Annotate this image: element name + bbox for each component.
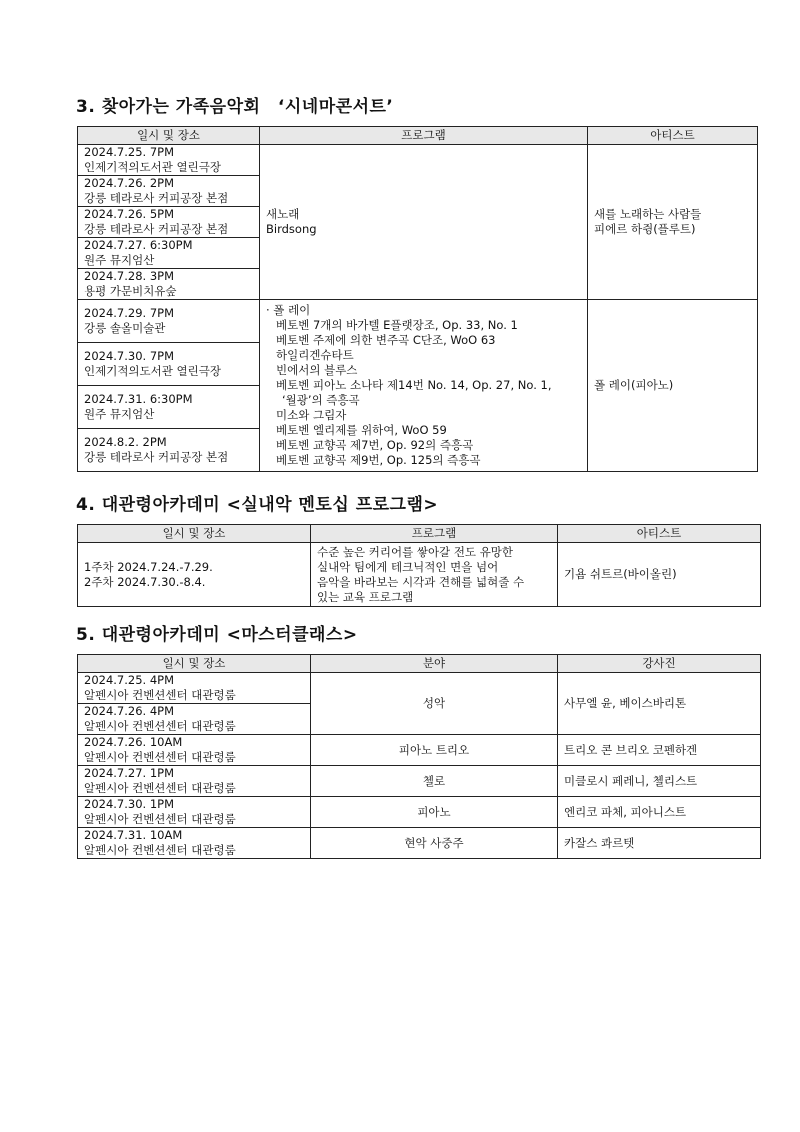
- header-date-place: 일시 및 장소: [78, 655, 311, 673]
- header-field: 분야: [311, 655, 558, 673]
- table-row: [78, 145, 758, 176]
- table-row: [78, 735, 761, 766]
- date-place-cell: 2024.7.25. 4PM 알펜시아 컨벤션센터 대관령룸: [78, 673, 311, 704]
- masterclass-table: [77, 654, 761, 859]
- table-header-row: [78, 127, 758, 145]
- date-place-cell: 2024.8.2. 2PM 강릉 테라로사 커피공장 본점: [78, 429, 260, 472]
- artist-cell: 기욤 쉬트르(바이올린): [558, 543, 761, 607]
- date-place-cell: 2024.7.25. 7PM 인제기적의도서관 열린극장: [78, 145, 260, 176]
- table-row: [78, 300, 758, 343]
- header-date-place: 일시 및 장소: [78, 127, 260, 145]
- date-place-cell: 2024.7.31. 10AM 알펜시아 컨벤션센터 대관령룸: [78, 828, 311, 859]
- section-4-title: 4. 대관령아카데미 <실내악 멘토십 프로그램>: [76, 495, 439, 515]
- table-header-row: [78, 525, 761, 543]
- header-program: 프로그램: [311, 525, 558, 543]
- field-cell: 성악: [311, 673, 558, 735]
- section-5-title: 5. 대관령아카데미 <마스터클래스>: [76, 625, 358, 645]
- table-row: [78, 828, 761, 859]
- teacher-cell: 미클로시 페레니, 첼리스트: [558, 766, 761, 797]
- header-teacher: 강사진: [558, 655, 761, 673]
- table-row: [78, 673, 761, 704]
- date-place-cell: 2024.7.26. 4PM 알펜시아 컨벤션센터 대관령룸: [78, 704, 311, 735]
- program-cell-birdsong: 새노래 Birdsong: [260, 145, 588, 300]
- date-place-cell: 2024.7.29. 7PM 강릉 솔올미술관: [78, 300, 260, 343]
- program-cell: 수준 높은 커리어를 쌓아갈 전도 유망한 실내악 팀에게 테크닉적인 면을 넘어 음악을 바라보는 시각과 견해를 넓혀줄 수 있는 교육 프로그램: [311, 543, 558, 607]
- header-artist: 아티스트: [558, 525, 761, 543]
- table-row: [78, 543, 761, 607]
- date-place-cell: 2024.7.26. 5PM 강릉 테라로사 커피공장 본점: [78, 207, 260, 238]
- date-place-cell: 2024.7.27. 1PM 알펜시아 컨벤션센터 대관령룸: [78, 766, 311, 797]
- table-header-row: [78, 655, 761, 673]
- date-place-cell: 2024.7.30. 7PM 인제기적의도서관 열린극장: [78, 343, 260, 386]
- teacher-cell: 카잘스 콰르텟: [558, 828, 761, 859]
- table-row: [78, 797, 761, 828]
- date-place-cell: 2024.7.30. 1PM 알펜시아 컨벤션센터 대관령룸: [78, 797, 311, 828]
- mentorship-table: [77, 524, 761, 607]
- concert-table: [77, 126, 758, 472]
- field-cell: 현악 사중주: [311, 828, 558, 859]
- field-cell: 피아노 트리오: [311, 735, 558, 766]
- date-place-cell: 2024.7.27. 6:30PM 원주 뮤지엄산: [78, 238, 260, 269]
- teacher-cell: 사무엘 윤, 베이스바리톤: [558, 673, 761, 735]
- header-date-place: 일시 및 장소: [78, 525, 311, 543]
- artist-cell-paul-lay: 폴 레이(피아노): [588, 300, 758, 472]
- date-place-cell: 2024.7.26. 10AM 알펜시아 컨벤션센터 대관령룸: [78, 735, 311, 766]
- date-cell: 1주차 2024.7.24.-7.29. 2주차 2024.7.30.-8.4.: [78, 543, 311, 607]
- date-place-cell: 2024.7.28. 3PM 용평 가문비치유숲: [78, 269, 260, 300]
- table-row: [78, 766, 761, 797]
- program-cell-paul-lay: · 폴 레이 베토벤 7개의 바가텔 E플랫장조, Op. 33, No. 1 베토벤 주제에 의한 변주곡 C단조, WoO 63 하일리겐슈타트 빈에서의 블루스 베토벤 피아노 소나타 제14번 No. 14, Op. 27, No. 1, ‘월광’의 즉흥곡 미소와 그림자 베토벤 엘리제를 위하여, WoO 59 베토벤 교향곡 제7번, Op. 92의 즉흥곡 베토벤 교향곡 제9번, Op. 125의 즉흥곡: [260, 300, 588, 472]
- section-3-title: 3. 찾아가는 가족음악회 ‘시네마콘서트’: [76, 97, 394, 117]
- date-place-cell: 2024.7.31. 6:30PM 원주 뮤지엄산: [78, 386, 260, 429]
- header-artist: 아티스트: [588, 127, 758, 145]
- teacher-cell: 엔리코 파체, 피아니스트: [558, 797, 761, 828]
- teacher-cell: 트리오 콘 브리오 코펜하겐: [558, 735, 761, 766]
- field-cell: 피아노: [311, 797, 558, 828]
- artist-cell-birdsong: 새를 노래하는 사람들 피에르 하쥥(플루트): [588, 145, 758, 300]
- header-program: 프로그램: [260, 127, 588, 145]
- field-cell: 첼로: [311, 766, 558, 797]
- date-place-cell: 2024.7.26. 2PM 강릉 테라로사 커피공장 본점: [78, 176, 260, 207]
